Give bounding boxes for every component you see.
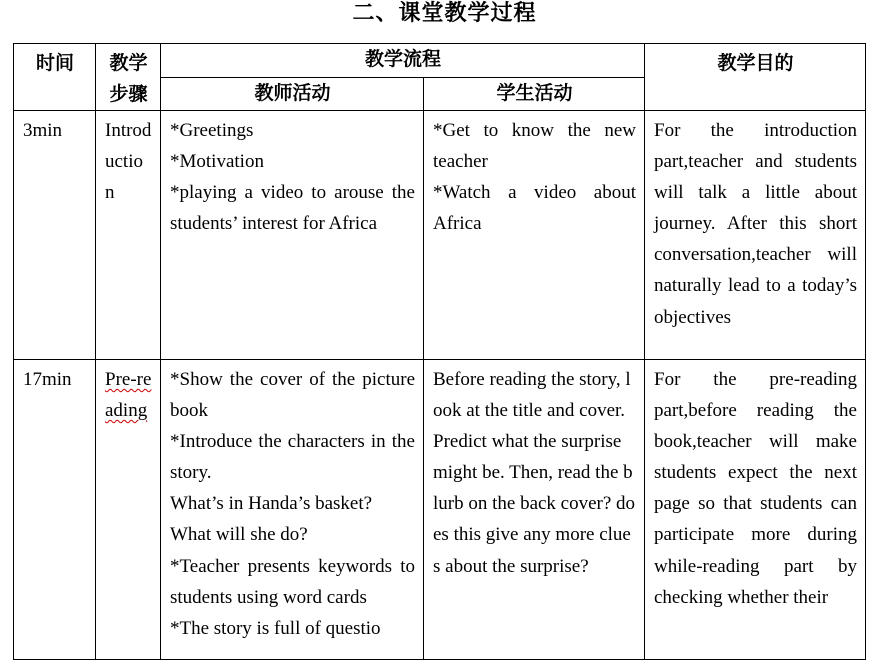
row1-teacher-item: *playing a video to arouse the students’ interest for Africa: [170, 182, 415, 235]
row2-teacher-item: *Show the cover of the picture book: [170, 369, 415, 422]
row2-step: Pre-reading: [105, 369, 152, 422]
header-student-activity: 学生活动: [424, 77, 645, 111]
row2-teacher-item: *Introduce the characters in the story.: [170, 431, 415, 484]
section-title: 二、课堂教学过程: [352, 1, 537, 26]
header-step: [96, 44, 161, 111]
row2-teacher-item: *Teacher presents keywords to students using word cards: [170, 555, 415, 608]
row1-student-item: *Get to know the new teacher: [433, 120, 636, 173]
header-step-line1: 教学: [109, 52, 148, 74]
row2-teacher-item: What will she do?: [170, 524, 308, 546]
row1-teacher-item: *Motivation: [170, 151, 264, 173]
row2-teacher-item: *The story is full of questio: [170, 617, 381, 639]
table-row-introduction: [14, 111, 866, 360]
row2-teacher-item: What’s in Handa’s basket?: [170, 493, 373, 515]
row2-student: Before reading the story, look at the title and cover. Predict what the surprise might be. Then, read the blurb on the back cover? does this give any more clues about the surprise?: [433, 369, 636, 577]
table-row-pre-reading: [14, 360, 866, 660]
header-process: 教学流程: [161, 44, 645, 78]
row1-teacher-item: *Greetings: [170, 120, 254, 141]
header-goal: 教学目的: [645, 44, 866, 111]
header-time: 时间: [14, 44, 96, 111]
row1-time: 3min: [23, 120, 63, 141]
row2-time: 17min: [23, 369, 72, 390]
row2-goal: For the pre-reading part,before reading the book,teacher will make students expect the next page so that students can participate more during while-reading part by checking whether their: [654, 369, 857, 608]
header-teacher-activity: 教师活动: [161, 77, 424, 111]
row1-goal: For the introduction part,teacher and students will talk a little about journey. After this short conversation,teacher will naturally lead to a today’s objectives: [654, 120, 857, 328]
header-step-line2: 步骤: [109, 83, 148, 105]
teaching-process-table: [13, 43, 866, 660]
row1-step: Introduction: [105, 120, 152, 204]
row1-student-item: *Watch a video about Africa: [433, 182, 636, 235]
